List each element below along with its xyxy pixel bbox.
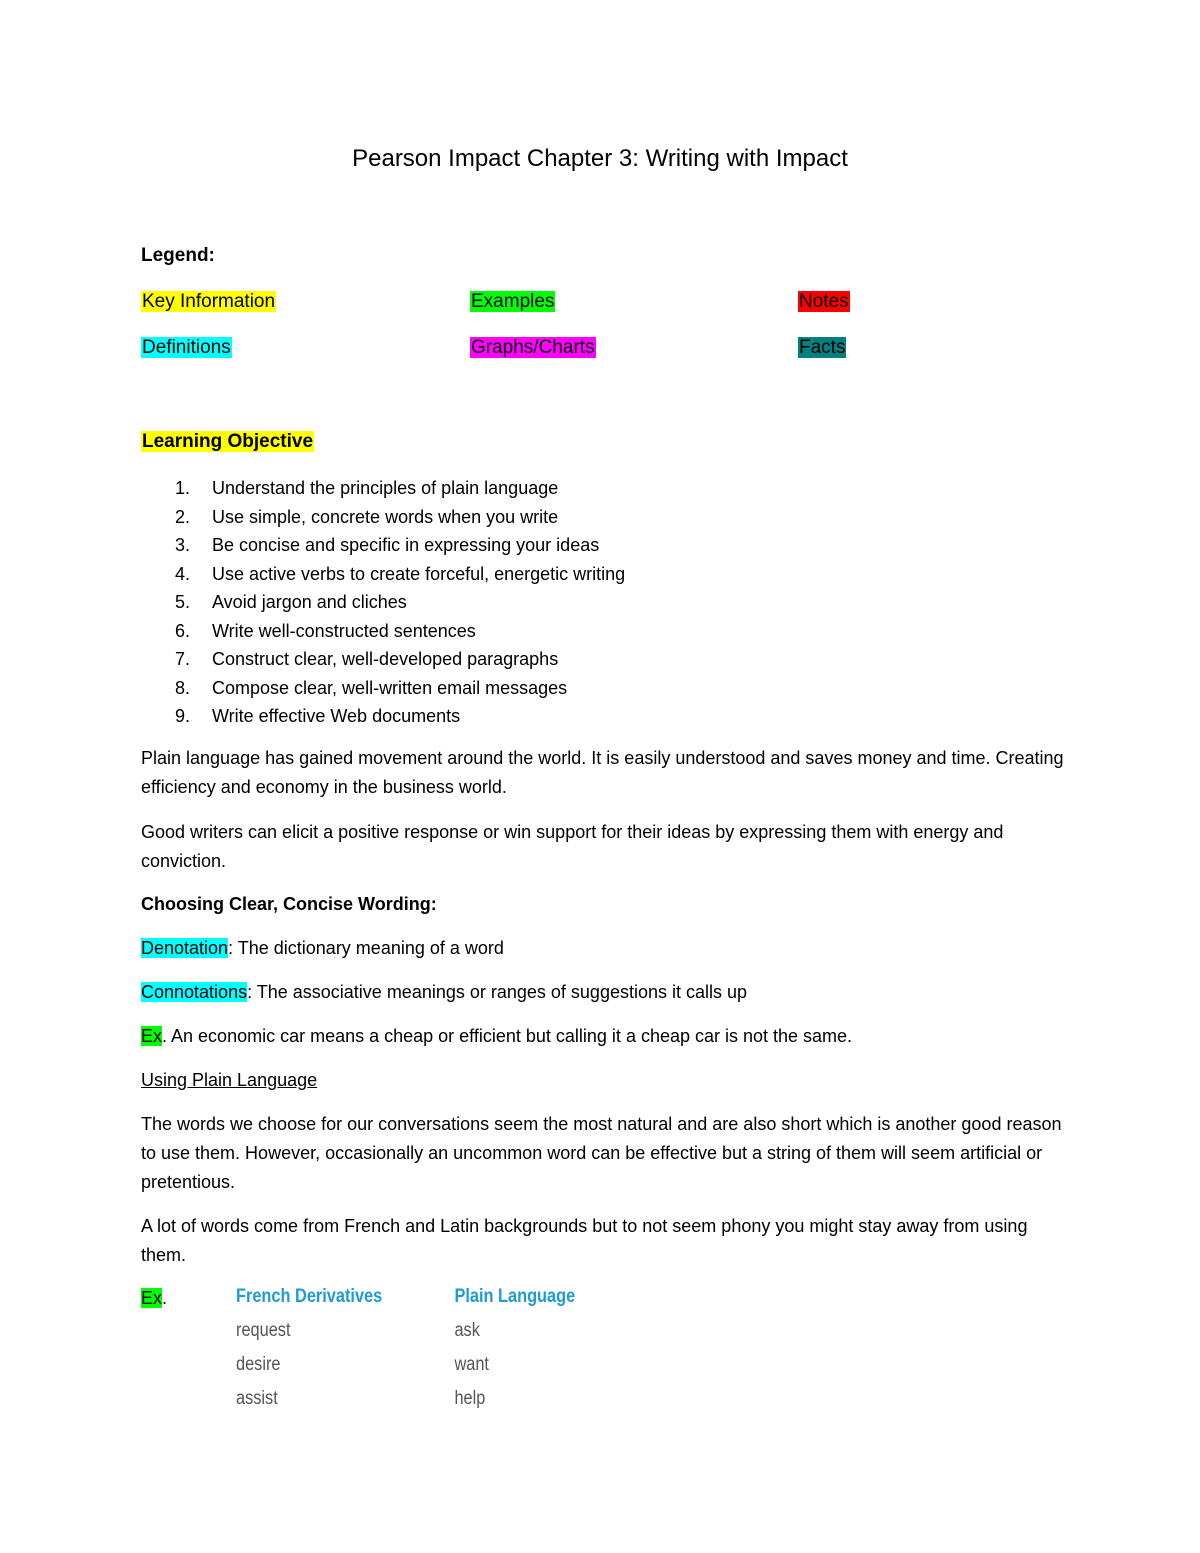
table-cell: request: [236, 1320, 291, 1341]
legend-facts: [798, 333, 846, 363]
connotation-text: : The associative meanings or ranges of suggestions it calls up: [247, 982, 748, 1002]
table-cell: assist: [236, 1388, 278, 1409]
connotation-definition: [141, 978, 1071, 1007]
legend-examples-label: Examples: [471, 291, 555, 312]
example-economic-car: [141, 1022, 1071, 1051]
legend-graphs-charts-label: Graphs/Charts: [471, 337, 595, 358]
list-item-number: 7.: [175, 649, 191, 669]
list-item-text: Construct clear, well-developed paragraphs: [212, 649, 559, 669]
list-item: [141, 645, 625, 674]
french-latin-paragraph: A lot of words come from French and Latin backgrounds but to not seem phony you might stay away from using them.: [141, 1216, 1028, 1265]
example-derivatives-label: [141, 1284, 167, 1312]
table-cell: desire: [236, 1354, 281, 1375]
page-title: Pearson Impact Chapter 3: Writing with Impact: [352, 145, 848, 172]
words-we-choose-paragraph: The words we choose for our conversations seem the most natural and are also short which is another good reason to use them. However, occasionally an uncommon word can be effective but a string of them will seem artificial or pretentious.: [141, 1114, 1062, 1192]
list-item: [141, 588, 625, 617]
list-item-number: 8.: [175, 677, 191, 698]
column-header-plain-language: Plain Language: [454, 1286, 576, 1307]
table-row: [236, 1384, 575, 1418]
column-header-french-derivatives: French Derivatives: [236, 1286, 383, 1307]
legend-label: Legend:: [141, 245, 215, 266]
example-text: . An economic car means a cheap or efficient but calling it a cheap car is not the same.: [162, 1026, 853, 1046]
legend-notes-label: Notes: [799, 291, 849, 312]
example-label: Ex: [141, 1288, 163, 1308]
legend-facts-label: Facts: [799, 337, 846, 358]
legend-definitions-label: Definitions: [142, 337, 231, 358]
denotation-text: : The dictionary meaning of a word: [228, 938, 504, 958]
list-item: [141, 503, 625, 532]
list-item-number: 6.: [175, 620, 191, 641]
denotation-definition: [141, 934, 1071, 963]
objectives-list: [141, 474, 625, 731]
learning-objective-heading-text: Learning Objective: [142, 431, 314, 452]
list-item: [141, 674, 625, 703]
good-writers-paragraph: Good writers can elicit a positive response or win support for their ideas by expressing them with energy and conviction.: [141, 822, 1004, 871]
table-cell: want: [454, 1354, 489, 1375]
list-item: [141, 531, 625, 560]
list-item-number: 2.: [175, 506, 191, 527]
list-item-number: 9.: [175, 706, 191, 726]
choosing-wording-heading: Choosing Clear, Concise Wording:: [141, 894, 437, 914]
legend-notes: [798, 287, 850, 317]
table-header-row: [236, 1282, 575, 1316]
connotation-term: Connotations: [141, 982, 248, 1002]
using-plain-language-heading: [141, 1066, 1071, 1095]
table-cell: ask: [454, 1320, 480, 1341]
french-derivatives-table: [236, 1282, 575, 1418]
table-row: [236, 1350, 575, 1384]
legend-examples: [470, 287, 555, 317]
legend-key-information: [141, 287, 276, 317]
list-item-text: Compose clear, well-written email messages: [212, 677, 568, 698]
denotation-term: Denotation: [141, 938, 229, 958]
list-item-text: Be concise and specific in expressing your ideas: [212, 535, 600, 555]
example-label: Ex: [141, 1026, 163, 1046]
legend-definitions: [141, 333, 232, 363]
list-item-text: Write well-constructed sentences: [212, 620, 476, 641]
list-item: [141, 702, 625, 731]
list-item-number: 4.: [175, 563, 191, 584]
list-item-text: Understand the principles of plain language: [212, 478, 559, 498]
list-item-number: 3.: [175, 535, 191, 555]
list-item-number: 5.: [175, 592, 191, 612]
table-row: [236, 1316, 575, 1350]
list-item-text: Use simple, concrete words when you write: [212, 506, 559, 527]
list-item-text: Use active verbs to create forceful, energetic writing: [212, 563, 626, 584]
plain-language-paragraph: Plain language has gained movement around the world. It is easily understood and saves money and time. Creating efficiency and economy in the business world.: [141, 748, 1064, 797]
legend-key-information-label: Key Information: [142, 291, 276, 312]
list-item: [141, 617, 625, 646]
list-item-text: Avoid jargon and cliches: [212, 592, 407, 612]
learning-objective-heading: [141, 427, 314, 457]
list-item: [141, 474, 625, 503]
table-cell: help: [454, 1388, 486, 1409]
example-dot: .: [162, 1288, 168, 1308]
list-item-text: Write effective Web documents: [212, 706, 461, 726]
list-item: [141, 560, 625, 589]
legend-graphs-charts: [470, 333, 596, 363]
list-item-number: 1.: [175, 478, 191, 498]
using-plain-language-heading-text: Using Plain Language: [141, 1070, 318, 1090]
